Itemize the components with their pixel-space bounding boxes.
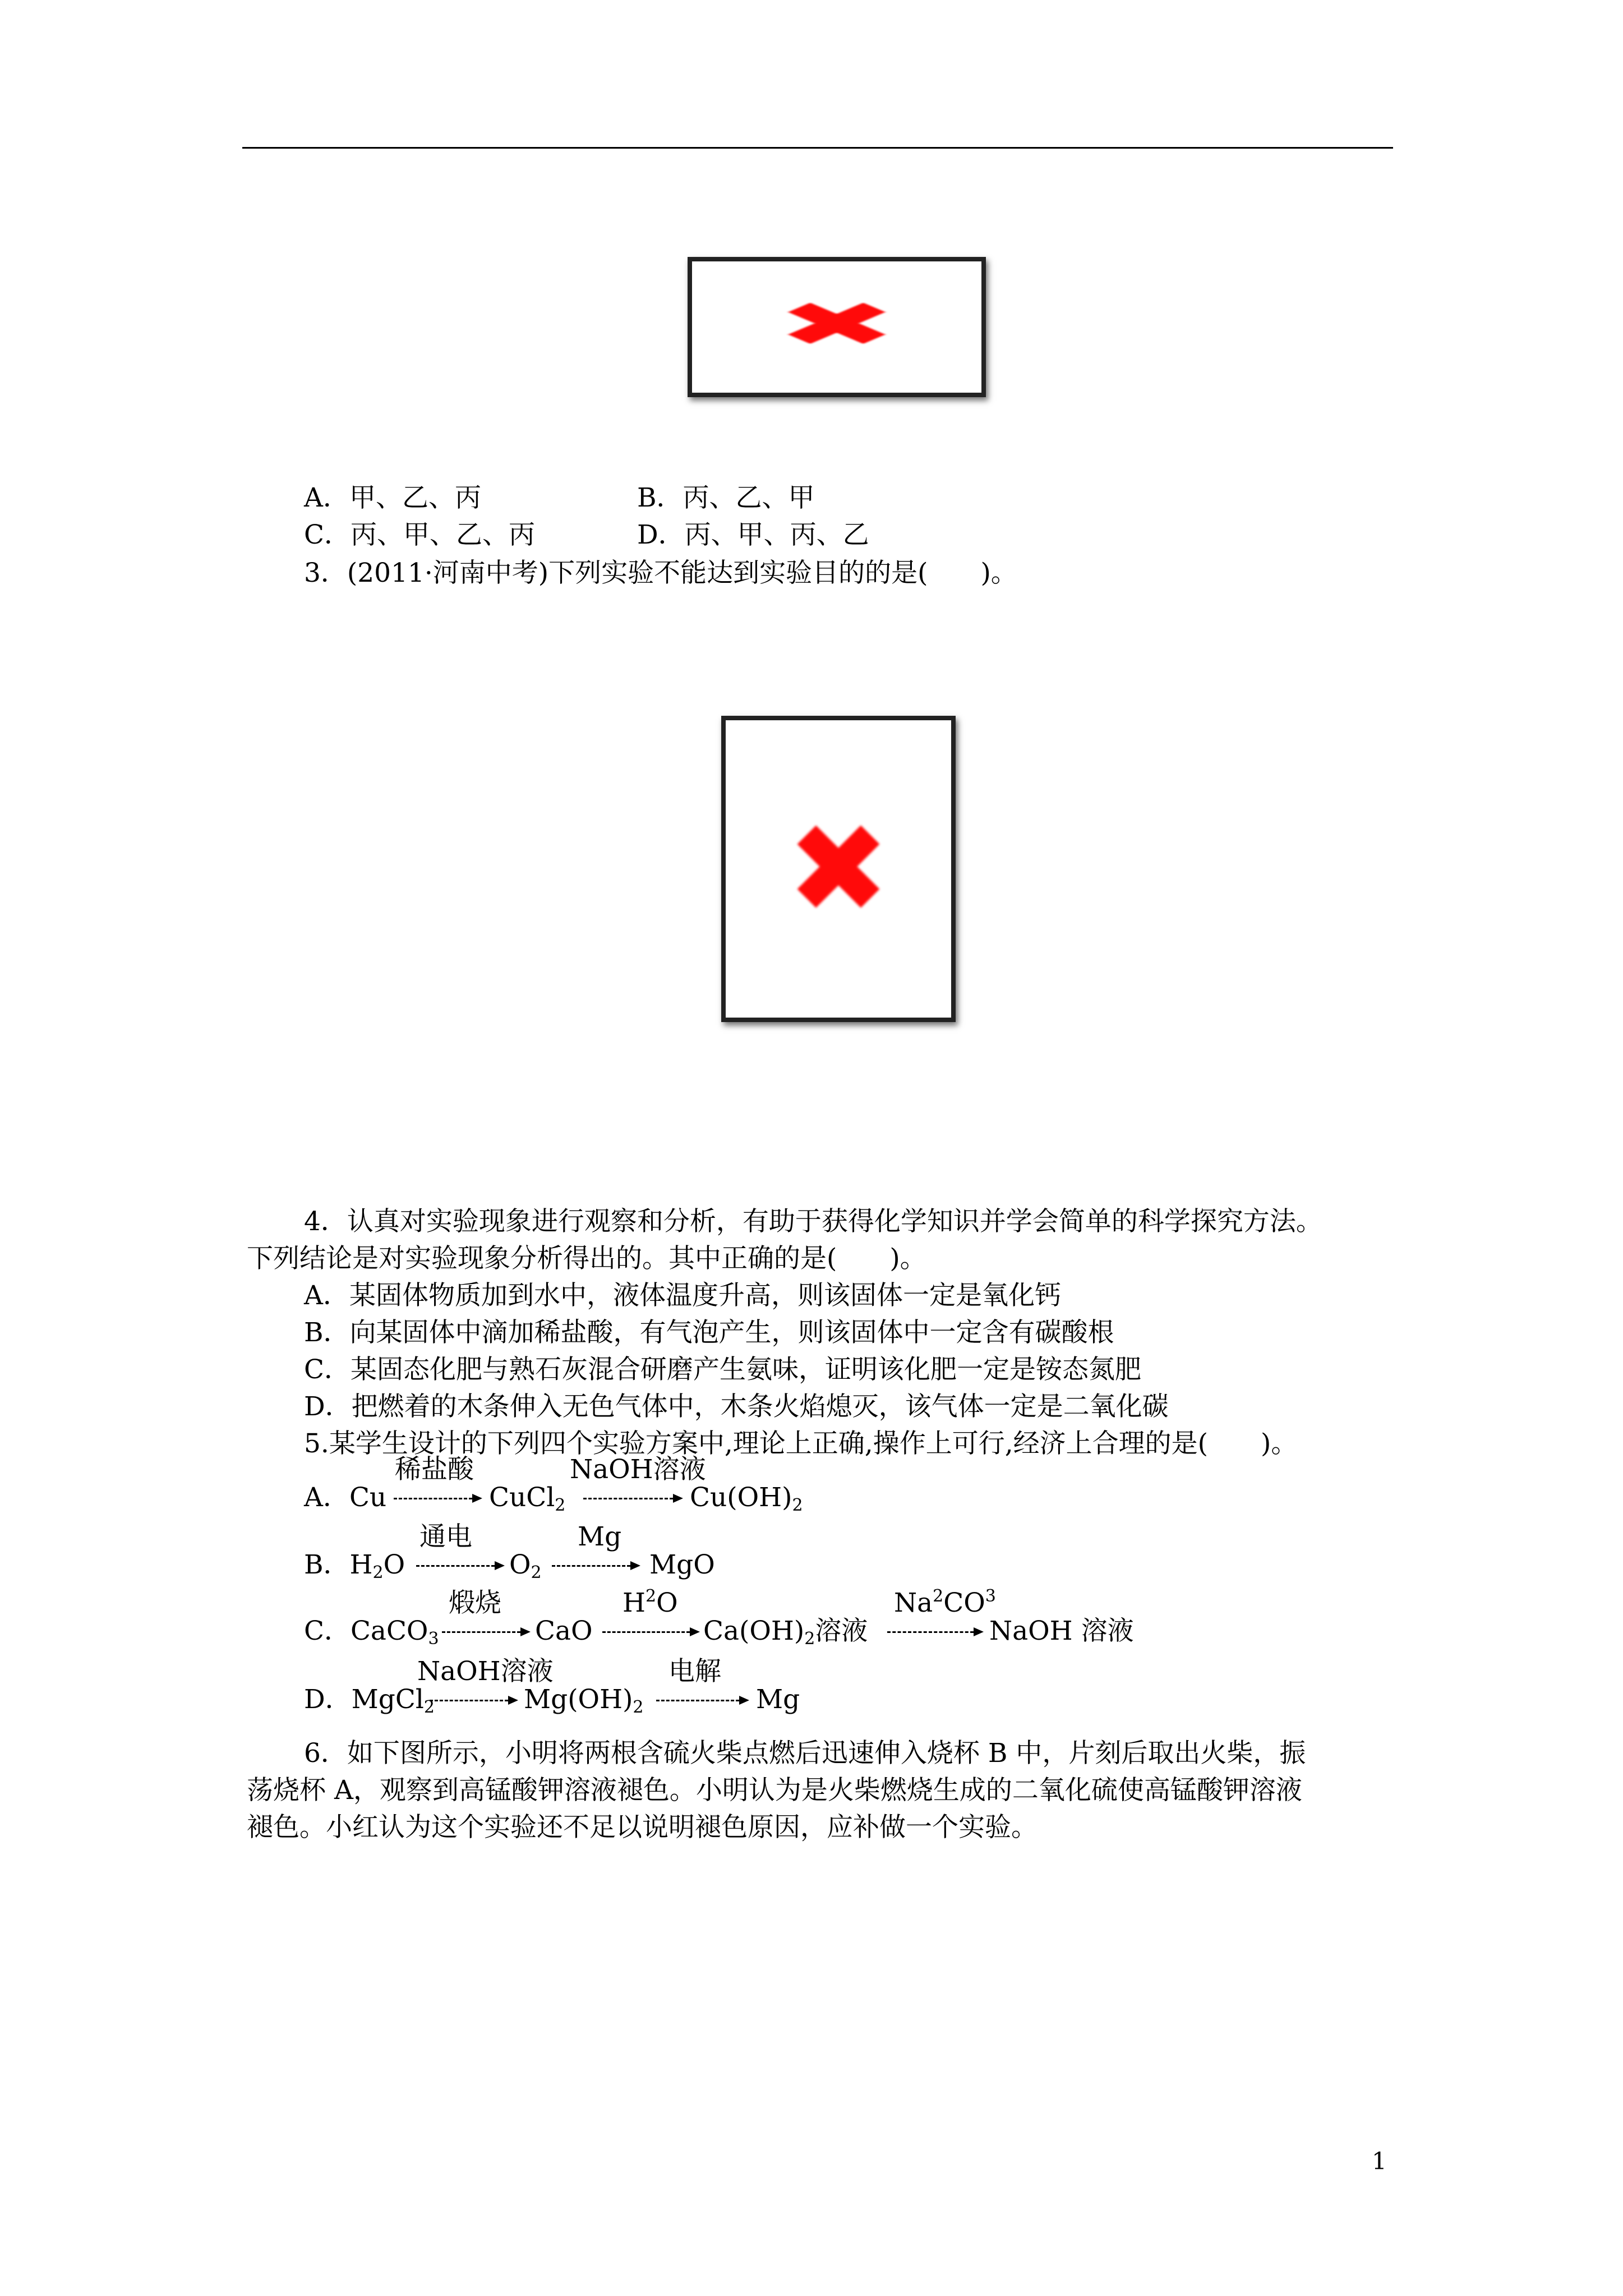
q2-option-b: B．丙、乙、甲 [637,482,815,513]
broken-image-icon: ✖ [786,797,891,941]
reaction-condition: NaOH溶液 [417,1656,554,1687]
q5-option-d [304,1658,1426,1720]
q4-option-c: C．某固态化肥与熟石灰混合研磨产生氨味，证明该化肥一定是铵态氮肥 [304,1354,1141,1385]
question-6-line3: 褪色。小红认为这个实验还不足以说明褪色原因，应补做一个实验。 [247,1812,1038,1843]
question-4-line1: 4．认真对实验现象进行观察和分析，有助于获得化学知识并学会简单的科学探究方法。 [304,1206,1322,1237]
page-number: 1 [1372,2147,1387,2175]
intermediate-product: CuCl$_2$ [489,1482,566,1515]
q2-option-d: D．丙、甲、丙、乙 [637,519,869,550]
final-product: Mg [756,1684,800,1715]
q5-option-b [304,1521,1426,1585]
reaction-condition: 稀盐酸 [395,1454,474,1485]
question-4-line2: 下列结论是对实验现象分析得出的。其中正确的是( )。 [247,1243,926,1274]
question-6-line1: 6．如下图所示，小明将两根含硫火柴点燃后迅速伸入烧杯 B 中，片刻后取出火柴，振 [304,1738,1306,1769]
reaction-arrow [394,1498,472,1499]
reaction-arrow [656,1700,739,1701]
option-label: A．Cu [304,1482,387,1513]
reaction-condition: $H^2O$ [623,1586,678,1618]
q5-option-c [304,1586,1426,1651]
reaction-arrow [887,1631,974,1633]
broken-image-icon: ✖ [776,288,898,361]
option-label: C．CaCO$_3$ [304,1616,439,1649]
reaction-arrow [442,1631,520,1633]
reaction-arrow [416,1565,495,1567]
option-label: B．$H_2O$ [304,1549,405,1582]
reaction-arrow [602,1631,690,1633]
question-5: 5.某学生设计的下列四个实验方案中,理论上正确,操作上可行,经济上合理的是( )。 [304,1428,1298,1459]
question-3: 3．(2011·河南中考)下列实验不能达到实验目的的是( )。 [304,558,1017,588]
reaction-condition: 通电 [419,1521,472,1552]
reaction-arrow [552,1565,630,1567]
q4-option-b: B．向某固体中滴加稀盐酸，有气泡产生，则该固体中一定含有碳酸根 [304,1317,1114,1348]
broken-image-placeholder [688,257,986,397]
q4-option-a: A．某固体物质加到水中，液体温度升高，则该固体一定是氧化钙 [304,1280,1061,1311]
option-label: D．MgCl$_2$ [304,1684,435,1717]
intermediate-product: CaO [535,1616,593,1646]
reaction-condition: 电解 [668,1656,721,1687]
q2-option-a: A．甲、乙、丙 [304,482,481,513]
question-6-line2: 荡烧杯 A，观察到高锰酸钾溶液褪色。小明认为是火柴燃烧生成的二氧化硫使高锰酸钾溶液 [247,1775,1302,1806]
reaction-arrow [583,1498,673,1499]
q5-option-a [304,1456,1426,1518]
intermediate-product: $O_2$ [509,1549,542,1582]
reaction-arrow [430,1700,508,1701]
q2-option-c: C．丙、甲、乙、丙 [304,519,535,550]
reaction-condition: 煅烧 [449,1588,501,1618]
intermediate-product: $Ca(OH)_2$溶液 [703,1616,868,1649]
final-product: $Cu(OH)_2$ [690,1482,803,1515]
final-product: MgO [649,1549,715,1580]
intermediate-product: $Mg(OH)_2$ [524,1684,644,1717]
final-product: NaOH 溶液 [989,1616,1134,1646]
reaction-condition: Mg [578,1521,622,1552]
reaction-condition: $Na^2CO^3$ [894,1586,996,1618]
q4-option-d: D．把燃着的木条伸入无色气体中，木条火焰熄灭，该气体一定是二氧化碳 [304,1391,1169,1422]
header-rule [242,147,1393,149]
broken-image-placeholder [721,716,956,1022]
reaction-condition: NaOH溶液 [570,1454,706,1485]
